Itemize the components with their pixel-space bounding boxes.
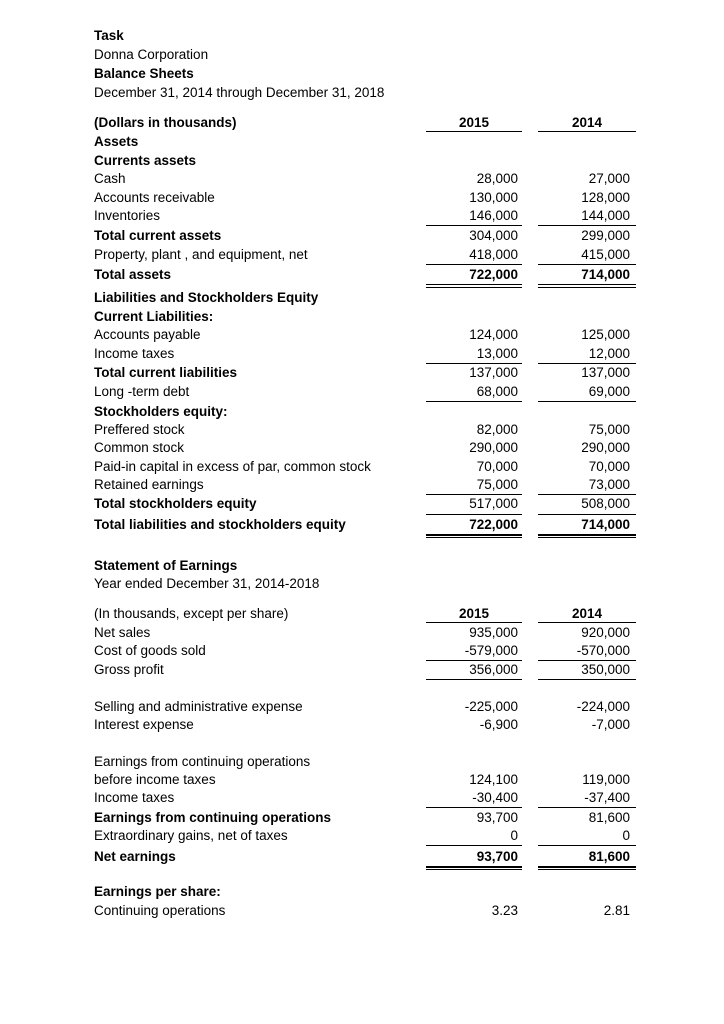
rule — [426, 264, 522, 265]
rule — [426, 679, 522, 680]
eps-cont-2014: 2.81 — [603, 903, 630, 918]
rule — [538, 622, 636, 623]
eps-heading: Earnings per share: — [94, 884, 221, 899]
rule — [538, 264, 636, 265]
ecop-pretax-2014: 119,000 — [582, 772, 630, 787]
sga-2015: -225,000 — [464, 699, 518, 714]
sga-label: Selling and administrative expense — [94, 699, 303, 714]
current-assets-heading: Currents assets — [94, 153, 197, 168]
double-rule — [426, 287, 522, 288]
rule — [538, 401, 636, 402]
assets-heading: Assets — [94, 134, 139, 149]
total-liab-equity-label: Total liabilities and stockholders equity — [94, 517, 346, 532]
current-liabilities-heading: Current Liabilities: — [94, 309, 214, 324]
inventories-2015: 146,000 — [469, 208, 518, 223]
cash-2015: 28,000 — [476, 171, 518, 186]
rule — [426, 622, 522, 623]
paid-in-label: Paid-in capital in excess of par, common stock — [94, 459, 371, 474]
ltd-2014: 69,000 — [588, 384, 630, 399]
rule — [538, 660, 636, 661]
rule — [426, 401, 522, 402]
extraordinary-label: Extraordinary gains, net of taxes — [94, 828, 288, 843]
common-2014: 290,000 — [581, 440, 630, 455]
total-assets-2014: 714,000 — [581, 267, 630, 282]
rule — [426, 660, 522, 661]
ecop-2015: 93,700 — [476, 810, 518, 825]
income-tax-exp-2014: -37,400 — [584, 790, 630, 805]
balance-sheet-period: December 31, 2014 through December 31, 2018 — [94, 85, 385, 100]
common-2015: 290,000 — [469, 440, 518, 455]
ap-2015: 124,000 — [469, 327, 518, 342]
total-equity-2014: 508,000 — [581, 496, 630, 511]
extraordinary-2014: 0 — [622, 828, 630, 843]
net-earnings-2014: 81,600 — [588, 849, 630, 864]
earnings-col-2014: 2014 — [571, 606, 603, 621]
inventories-2014: 144,000 — [581, 208, 630, 223]
total-equity-2015: 517,000 — [469, 496, 518, 511]
retained-2014: 73,000 — [588, 477, 630, 492]
total-current-assets-label: Total current assets — [94, 228, 222, 243]
rule — [426, 225, 522, 226]
rule — [426, 845, 522, 846]
balance-col-2014: 2014 — [571, 115, 603, 130]
cogs-label: Cost of goods sold — [94, 643, 206, 658]
interest-2015: -6,900 — [479, 717, 518, 732]
total-liab-equity-2015: 722,000 — [469, 517, 518, 532]
header-rule-2014 — [538, 131, 636, 132]
ppe-2015: 418,000 — [469, 247, 518, 262]
double-rule — [426, 284, 522, 285]
ar-2015: 130,000 — [469, 190, 518, 205]
cogs-2014: -570,000 — [576, 643, 630, 658]
preferred-label: Preffered stock — [94, 422, 185, 437]
balance-sheet-title: Balance Sheets — [94, 66, 194, 81]
income-taxes-label: Income taxes — [94, 346, 175, 361]
balance-units: (Dollars in thousands) — [94, 115, 237, 130]
double-rule — [426, 869, 522, 870]
rule — [538, 679, 636, 680]
rule — [426, 514, 522, 515]
total-liab-equity-2014: 714,000 — [581, 517, 630, 532]
gross-profit-label: Gross profit — [94, 662, 164, 677]
paid-in-2015: 70,000 — [476, 459, 518, 474]
gross-profit-2014: 350,000 — [581, 662, 630, 677]
income-taxes-2015: 13,000 — [476, 346, 518, 361]
total-equity-label: Total stockholders equity — [94, 496, 257, 511]
rule — [538, 845, 636, 846]
ecop-pretax-2015: 124,100 — [469, 772, 518, 787]
net-sales-2015: 935,000 — [469, 625, 518, 640]
cash-2014: 27,000 — [588, 171, 630, 186]
total-current-assets-2015: 304,000 — [469, 228, 518, 243]
eps-cont-label: Continuing operations — [94, 903, 226, 918]
cogs-2015: -579,000 — [464, 643, 518, 658]
ap-2014: 125,000 — [581, 327, 630, 342]
paid-in-2014: 70,000 — [588, 459, 630, 474]
rule — [426, 494, 522, 495]
income-tax-exp-label: Income taxes — [94, 790, 175, 805]
income-tax-exp-2015: -30,400 — [472, 790, 518, 805]
ar-label: Accounts receivable — [94, 190, 215, 205]
net-earnings-2015: 93,700 — [476, 849, 518, 864]
rule — [538, 225, 636, 226]
balance-col-2015: 2015 — [458, 115, 490, 130]
double-rule — [426, 534, 522, 536]
sga-2014: -224,000 — [576, 699, 630, 714]
ppe-2014: 415,000 — [581, 247, 630, 262]
ltd-2015: 68,000 — [476, 384, 518, 399]
total-current-liabilities-2015: 137,000 — [469, 365, 518, 380]
rule — [538, 514, 636, 515]
cash-label: Cash — [94, 171, 126, 186]
double-rule — [538, 284, 636, 285]
total-assets-2015: 722,000 — [469, 267, 518, 282]
double-rule — [538, 869, 636, 870]
double-rule — [538, 537, 636, 538]
double-rule — [426, 866, 522, 868]
double-rule — [538, 287, 636, 288]
retained-label: Retained earnings — [94, 477, 204, 492]
preferred-2015: 82,000 — [476, 422, 518, 437]
earnings-units: (In thousands, except per share) — [94, 606, 289, 621]
liabilities-heading: Liabilities and Stockholders Equity — [94, 290, 319, 305]
equity-heading: Stockholders equity: — [94, 404, 228, 419]
ap-label: Accounts payable — [94, 327, 201, 342]
double-rule — [426, 537, 522, 538]
gross-profit-2015: 356,000 — [469, 662, 518, 677]
interest-label: Interest expense — [94, 717, 194, 732]
ecop-pretax-label: before income taxes — [94, 772, 216, 787]
total-current-liabilities-2014: 137,000 — [581, 365, 630, 380]
common-label: Common stock — [94, 440, 185, 455]
rule — [538, 363, 636, 364]
task-label: Task — [94, 28, 124, 43]
eps-cont-2015: 3.23 — [491, 903, 518, 918]
total-current-assets-2014: 299,000 — [581, 228, 630, 243]
ltd-label: Long -term debt — [94, 384, 190, 399]
earnings-title: Statement of Earnings — [94, 558, 238, 573]
ar-2014: 128,000 — [581, 190, 630, 205]
inventories-label: Inventories — [94, 208, 161, 223]
rule — [538, 807, 636, 808]
preferred-2014: 75,000 — [588, 422, 630, 437]
income-taxes-2014: 12,000 — [588, 346, 630, 361]
double-rule — [538, 534, 636, 536]
net-sales-2014: 920,000 — [581, 625, 630, 640]
earnings-period: Year ended December 31, 2014-2018 — [94, 576, 320, 591]
retained-2015: 75,000 — [476, 477, 518, 492]
ecop-line1: Earnings from continuing operations — [94, 754, 311, 769]
rule — [426, 807, 522, 808]
earnings-col-2015: 2015 — [458, 606, 490, 621]
net-earnings-label: Net earnings — [94, 849, 176, 864]
rule — [426, 363, 522, 364]
net-sales-label: Net sales — [94, 625, 151, 640]
extraordinary-2015: 0 — [510, 828, 518, 843]
double-rule — [538, 866, 636, 868]
total-current-liabilities-label: Total current liabilities — [94, 365, 238, 380]
company-name: Donna Corporation — [94, 47, 209, 62]
ppe-label: Property, plant , and equipment, net — [94, 247, 308, 262]
ecop-label: Earnings from continuing operations — [94, 810, 332, 825]
rule — [538, 494, 636, 495]
interest-2014: -7,000 — [591, 717, 630, 732]
total-assets-label: Total assets — [94, 267, 172, 282]
ecop-2014: 81,600 — [588, 810, 630, 825]
header-rule-2015 — [426, 131, 522, 132]
